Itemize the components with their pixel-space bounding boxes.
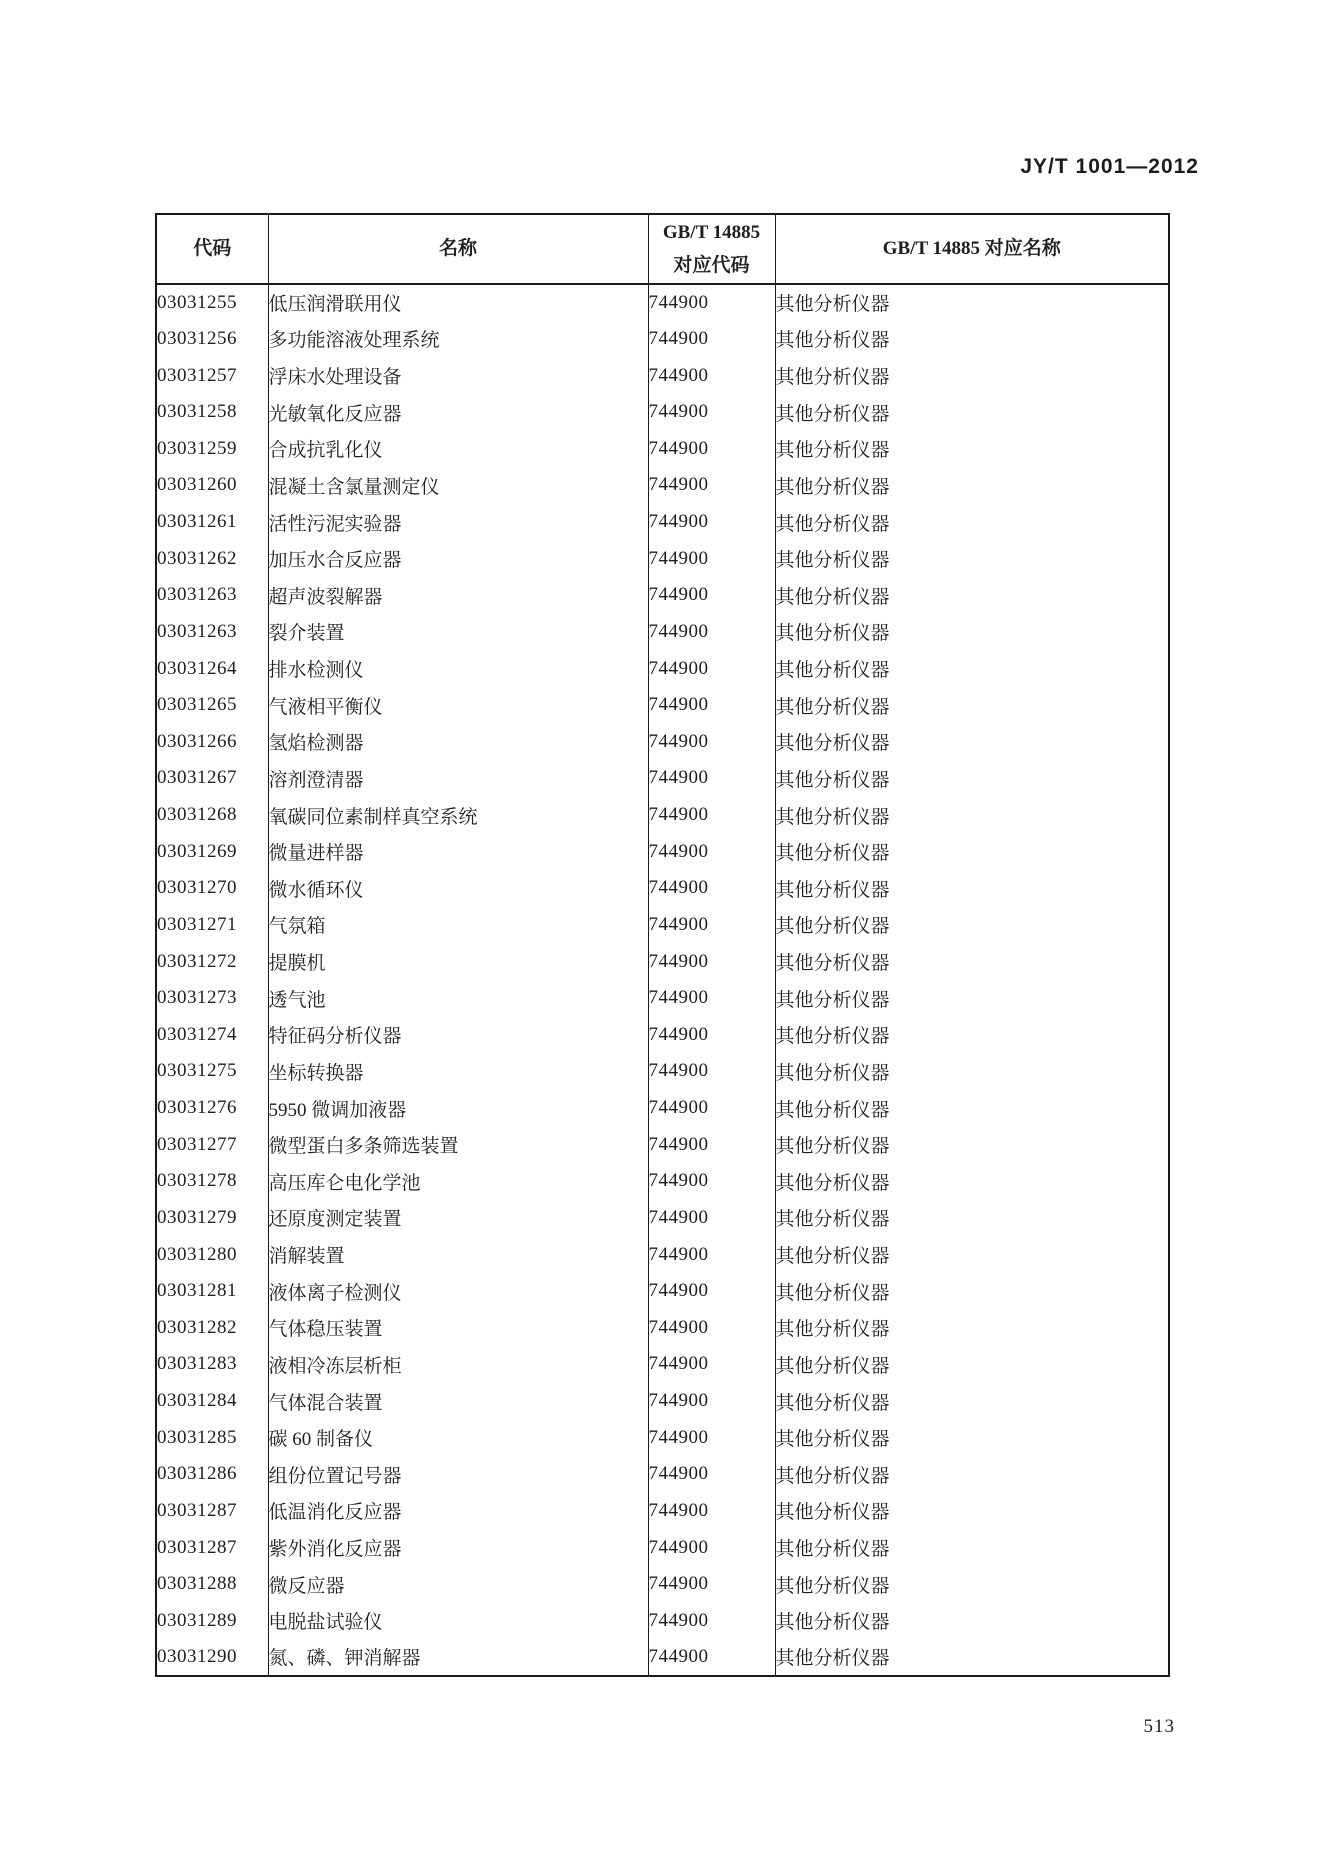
cell-name: 液体离子检测仪 — [268, 1273, 648, 1310]
cell-gbt-name: 其他分析仪器 — [775, 504, 1169, 541]
cell-gbt-name: 其他分析仪器 — [775, 394, 1169, 431]
cell-name: 气液相平衡仪 — [268, 687, 648, 724]
cell-code: 03031269 — [156, 833, 268, 870]
table-row — [156, 1566, 1169, 1603]
cell-code: 03031287 — [156, 1529, 268, 1566]
table-row — [156, 1419, 1169, 1456]
cell-gbt-code: 744900 — [648, 1639, 775, 1676]
cell-gbt-name: 其他分析仪器 — [775, 1273, 1169, 1310]
doc-number: JY/T 1001—2012 — [1020, 155, 1199, 178]
cell-gbt-name: 其他分析仪器 — [775, 1529, 1169, 1566]
cell-gbt-name: 其他分析仪器 — [775, 284, 1169, 321]
cell-name: 超声波裂解器 — [268, 577, 648, 614]
cell-code: 03031276 — [156, 1090, 268, 1127]
cell-gbt-code: 744900 — [648, 394, 775, 431]
cell-code: 03031289 — [156, 1603, 268, 1640]
cell-code: 03031282 — [156, 1310, 268, 1347]
cell-name: 还原度测定装置 — [268, 1200, 648, 1237]
cell-gbt-name: 其他分析仪器 — [775, 870, 1169, 907]
table-row — [156, 1090, 1169, 1127]
cell-name: 气体混合装置 — [268, 1383, 648, 1420]
table-row — [156, 1273, 1169, 1310]
cell-gbt-name: 其他分析仪器 — [775, 724, 1169, 761]
cell-gbt-name: 其他分析仪器 — [775, 1566, 1169, 1603]
cell-gbt-code: 744900 — [648, 760, 775, 797]
cell-code: 03031261 — [156, 504, 268, 541]
cell-name: 浮床水处理设备 — [268, 357, 648, 394]
cell-code: 03031258 — [156, 394, 268, 431]
cell-name: 气氛箱 — [268, 907, 648, 944]
cell-name: 5950 微调加液器 — [268, 1090, 648, 1127]
cell-gbt-code: 744900 — [648, 1053, 775, 1090]
cell-name: 微水循环仪 — [268, 870, 648, 907]
cell-code: 03031266 — [156, 724, 268, 761]
cell-gbt-code: 744900 — [648, 980, 775, 1017]
cell-code: 03031264 — [156, 650, 268, 687]
table-row — [156, 724, 1169, 761]
cell-name: 透气池 — [268, 980, 648, 1017]
cell-code: 03031288 — [156, 1566, 268, 1603]
cell-gbt-name: 其他分析仪器 — [775, 1603, 1169, 1640]
cell-name: 溶剂澄清器 — [268, 760, 648, 797]
cell-name: 加压水合反应器 — [268, 540, 648, 577]
cell-gbt-code: 744900 — [648, 687, 775, 724]
cell-code: 03031275 — [156, 1053, 268, 1090]
cell-name: 高压库仑电化学池 — [268, 1163, 648, 1200]
cell-code: 03031277 — [156, 1126, 268, 1163]
cell-code: 03031278 — [156, 1163, 268, 1200]
cell-code: 03031272 — [156, 943, 268, 980]
table-row — [156, 1053, 1169, 1090]
cell-name: 氢焰检测器 — [268, 724, 648, 761]
cell-code: 03031285 — [156, 1419, 268, 1456]
cell-gbt-code: 744900 — [648, 504, 775, 541]
cell-gbt-name: 其他分析仪器 — [775, 943, 1169, 980]
table-row — [156, 1017, 1169, 1054]
cell-gbt-name: 其他分析仪器 — [775, 540, 1169, 577]
cell-code: 03031256 — [156, 321, 268, 358]
cell-gbt-name: 其他分析仪器 — [775, 797, 1169, 834]
cell-gbt-code: 744900 — [648, 321, 775, 358]
cell-gbt-name: 其他分析仪器 — [775, 1383, 1169, 1420]
cell-gbt-code: 744900 — [648, 431, 775, 468]
cell-name: 合成抗乳化仪 — [268, 431, 648, 468]
table-row — [156, 760, 1169, 797]
col-header-name: 名称 — [268, 214, 648, 284]
col-header-code: 代码 — [156, 214, 268, 284]
cell-gbt-code: 744900 — [648, 1236, 775, 1273]
table-row — [156, 870, 1169, 907]
cell-name: 消解装置 — [268, 1236, 648, 1273]
cell-gbt-name: 其他分析仪器 — [775, 650, 1169, 687]
cell-gbt-name: 其他分析仪器 — [775, 1236, 1169, 1273]
cell-gbt-name: 其他分析仪器 — [775, 1346, 1169, 1383]
cell-name: 特征码分析仪器 — [268, 1017, 648, 1054]
cell-code: 03031257 — [156, 357, 268, 394]
cell-code: 03031260 — [156, 467, 268, 504]
cell-name: 电脱盐试验仪 — [268, 1603, 648, 1640]
cell-gbt-code: 744900 — [648, 943, 775, 980]
cell-gbt-name: 其他分析仪器 — [775, 980, 1169, 1017]
cell-code: 03031263 — [156, 577, 268, 614]
cell-gbt-code: 744900 — [648, 1017, 775, 1054]
cell-name: 坐标转换器 — [268, 1053, 648, 1090]
cell-name: 多功能溶液处理系统 — [268, 321, 648, 358]
cell-gbt-name: 其他分析仪器 — [775, 614, 1169, 651]
cell-gbt-name: 其他分析仪器 — [775, 760, 1169, 797]
cell-code: 03031286 — [156, 1456, 268, 1493]
cell-gbt-code: 744900 — [648, 467, 775, 504]
cell-gbt-code: 744900 — [648, 614, 775, 651]
table-header — [156, 214, 1169, 284]
cell-gbt-name: 其他分析仪器 — [775, 1126, 1169, 1163]
table-row — [156, 577, 1169, 614]
cell-gbt-name: 其他分析仪器 — [775, 1163, 1169, 1200]
table-row — [156, 504, 1169, 541]
table-row — [156, 1603, 1169, 1640]
cell-gbt-code: 744900 — [648, 1456, 775, 1493]
cell-gbt-name: 其他分析仪器 — [775, 357, 1169, 394]
cell-gbt-name: 其他分析仪器 — [775, 1200, 1169, 1237]
cell-code: 03031259 — [156, 431, 268, 468]
cell-gbt-name: 其他分析仪器 — [775, 1310, 1169, 1347]
cell-gbt-name: 其他分析仪器 — [775, 1017, 1169, 1054]
table-row — [156, 357, 1169, 394]
cell-gbt-code: 744900 — [648, 540, 775, 577]
table-row — [156, 431, 1169, 468]
cell-gbt-code: 744900 — [648, 1163, 775, 1200]
cell-gbt-code: 744900 — [648, 284, 775, 321]
cell-gbt-code: 744900 — [648, 1273, 775, 1310]
code-mapping-table — [155, 213, 1170, 1677]
col-header-gbt-code-line2: 对应代码 — [673, 255, 750, 276]
table-row — [156, 833, 1169, 870]
table-row — [156, 650, 1169, 687]
cell-gbt-code: 744900 — [648, 1603, 775, 1640]
table-row — [156, 540, 1169, 577]
cell-name: 液相冷冻层析柜 — [268, 1346, 648, 1383]
table-row — [156, 321, 1169, 358]
cell-name: 紫外消化反应器 — [268, 1529, 648, 1566]
cell-code: 03031287 — [156, 1493, 268, 1530]
table-row — [156, 1639, 1169, 1676]
cell-name: 混凝土含氯量测定仪 — [268, 467, 648, 504]
cell-gbt-name: 其他分析仪器 — [775, 1053, 1169, 1090]
cell-gbt-name: 其他分析仪器 — [775, 1456, 1169, 1493]
cell-gbt-name: 其他分析仪器 — [775, 687, 1169, 724]
cell-gbt-code: 744900 — [648, 1419, 775, 1456]
cell-name: 光敏氧化反应器 — [268, 394, 648, 431]
table-row — [156, 1126, 1169, 1163]
cell-gbt-name: 其他分析仪器 — [775, 431, 1169, 468]
table-row — [156, 1310, 1169, 1347]
table-row — [156, 284, 1169, 321]
cell-code: 03031284 — [156, 1383, 268, 1420]
cell-code: 03031263 — [156, 614, 268, 651]
cell-name: 碳 60 制备仪 — [268, 1419, 648, 1456]
table-row — [156, 1383, 1169, 1420]
table-row — [156, 797, 1169, 834]
cell-gbt-name: 其他分析仪器 — [775, 1493, 1169, 1530]
cell-gbt-name: 其他分析仪器 — [775, 467, 1169, 504]
cell-gbt-code: 744900 — [648, 1310, 775, 1347]
cell-name: 提膜机 — [268, 943, 648, 980]
cell-gbt-name: 其他分析仪器 — [775, 1419, 1169, 1456]
cell-gbt-code: 744900 — [648, 1346, 775, 1383]
cell-gbt-code: 744900 — [648, 577, 775, 614]
cell-code: 03031270 — [156, 870, 268, 907]
table-row — [156, 943, 1169, 980]
cell-gbt-code: 744900 — [648, 1126, 775, 1163]
col-header-gbt-code-line1: GB/T 14885 — [662, 222, 761, 243]
cell-gbt-code: 744900 — [648, 797, 775, 834]
cell-gbt-name: 其他分析仪器 — [775, 1639, 1169, 1676]
table-row — [156, 467, 1169, 504]
cell-code: 03031290 — [156, 1639, 268, 1676]
cell-gbt-name: 其他分析仪器 — [775, 1090, 1169, 1127]
cell-code: 03031271 — [156, 907, 268, 944]
cell-gbt-code: 744900 — [648, 1529, 775, 1566]
cell-gbt-code: 744900 — [648, 1200, 775, 1237]
cell-gbt-code: 744900 — [648, 907, 775, 944]
table-row — [156, 907, 1169, 944]
cell-code: 03031262 — [156, 540, 268, 577]
table-row — [156, 614, 1169, 651]
cell-name: 微型蛋白多条筛选装置 — [268, 1126, 648, 1163]
col-header-gbt-name: GB/T 14885 对应名称 — [775, 214, 1169, 284]
cell-name: 裂介装置 — [268, 614, 648, 651]
cell-gbt-code: 744900 — [648, 357, 775, 394]
cell-name: 氧碳同位素制样真空系统 — [268, 797, 648, 834]
table-header-row — [156, 214, 1169, 284]
cell-name: 低压润滑联用仪 — [268, 284, 648, 321]
cell-gbt-name: 其他分析仪器 — [775, 577, 1169, 614]
cell-gbt-code: 744900 — [648, 1090, 775, 1127]
table-row — [156, 1493, 1169, 1530]
cell-gbt-code: 744900 — [648, 870, 775, 907]
col-header-gbt-code — [648, 214, 775, 284]
cell-code: 03031265 — [156, 687, 268, 724]
cell-code: 03031280 — [156, 1236, 268, 1273]
cell-gbt-code: 744900 — [648, 1566, 775, 1603]
cell-code: 03031268 — [156, 797, 268, 834]
cell-gbt-code: 744900 — [648, 724, 775, 761]
cell-gbt-code: 744900 — [648, 1383, 775, 1420]
cell-code: 03031281 — [156, 1273, 268, 1310]
table-row — [156, 1346, 1169, 1383]
table-row — [156, 1163, 1169, 1200]
cell-name: 氮、磷、钾消解器 — [268, 1639, 648, 1676]
cell-code: 03031255 — [156, 284, 268, 321]
table-row — [156, 980, 1169, 1017]
cell-gbt-name: 其他分析仪器 — [775, 907, 1169, 944]
cell-code: 03031283 — [156, 1346, 268, 1383]
cell-name: 低温消化反应器 — [268, 1493, 648, 1530]
cell-name: 组份位置记号器 — [268, 1456, 648, 1493]
cell-gbt-name: 其他分析仪器 — [775, 833, 1169, 870]
cell-gbt-name: 其他分析仪器 — [775, 321, 1169, 358]
table-body — [156, 284, 1169, 1676]
cell-name: 排水检测仪 — [268, 650, 648, 687]
page-number: 513 — [1143, 1716, 1175, 1737]
cell-gbt-code: 744900 — [648, 833, 775, 870]
cell-gbt-code: 744900 — [648, 1493, 775, 1530]
cell-name: 气体稳压装置 — [268, 1310, 648, 1347]
cell-code: 03031279 — [156, 1200, 268, 1237]
cell-name: 活性污泥实验器 — [268, 504, 648, 541]
cell-code: 03031267 — [156, 760, 268, 797]
table-row — [156, 687, 1169, 724]
cell-gbt-code: 744900 — [648, 650, 775, 687]
table-row — [156, 1529, 1169, 1566]
cell-name: 微反应器 — [268, 1566, 648, 1603]
table-row — [156, 1456, 1169, 1493]
cell-code: 03031274 — [156, 1017, 268, 1054]
table-row — [156, 1200, 1169, 1237]
cell-name: 微量进样器 — [268, 833, 648, 870]
cell-code: 03031273 — [156, 980, 268, 1017]
table-row — [156, 1236, 1169, 1273]
table-row — [156, 394, 1169, 431]
